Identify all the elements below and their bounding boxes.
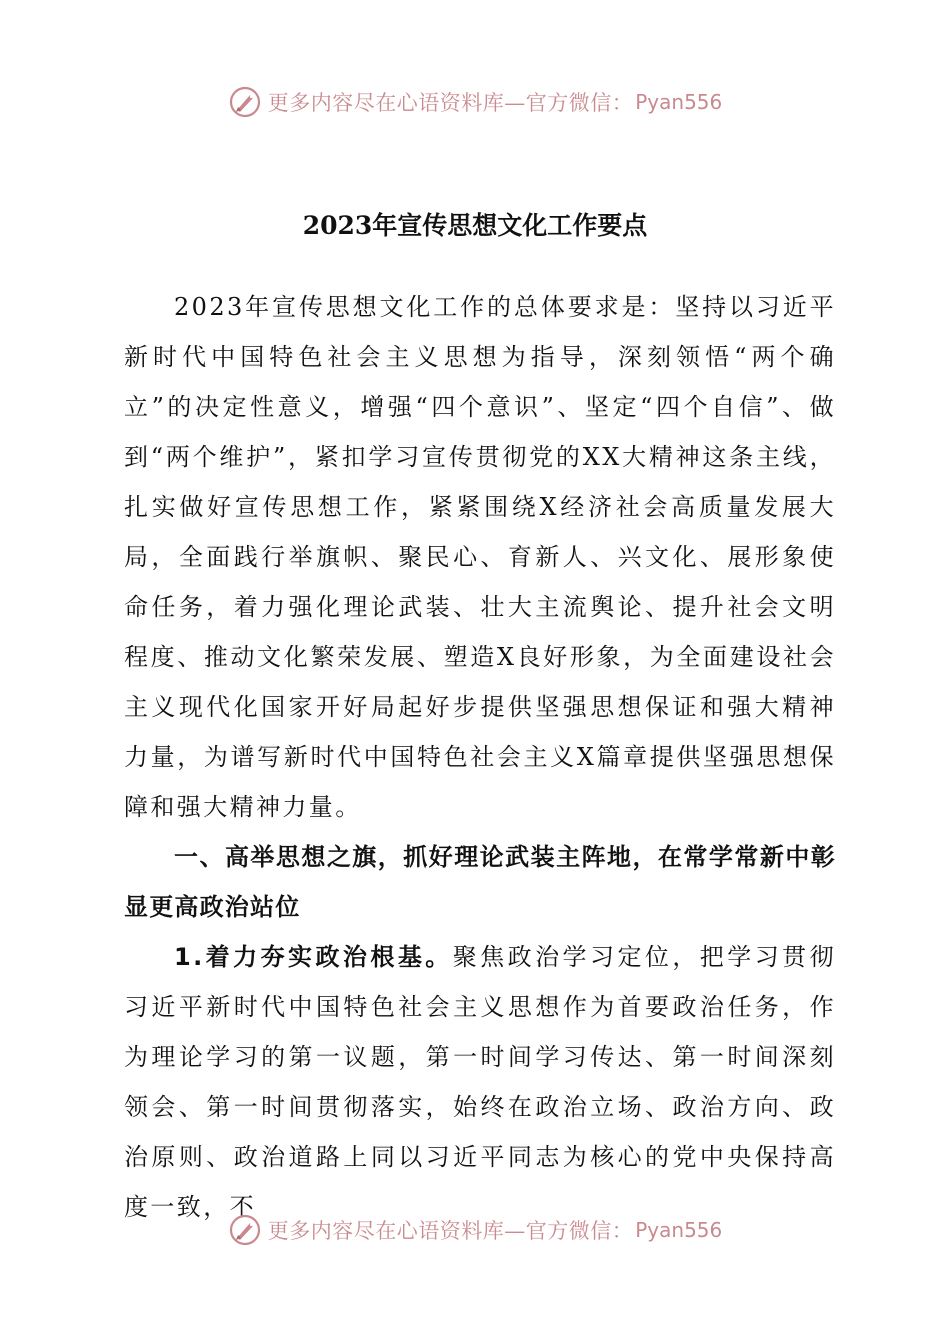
item-1-body: 聚焦政治学习定位，把学习贯彻习近平新时代中国特色社会主义思想作为首要政治任务，作为理论学习的第一议题，第一时间学习传达、第一时间深刻领会、第一时间贯彻落实，始终在政治立场、政治方向、政治原则、政治道路上同以习近平同志为核心的党中央保持高度一致，不 bbox=[124, 943, 836, 1221]
section-1-heading: 一、高举思想之旗，抓好理论武装主阵地，在常学常新中彰显更高政治站位 bbox=[124, 843, 836, 921]
pen-nib-circle-icon bbox=[228, 85, 262, 119]
document-body bbox=[124, 282, 836, 1232]
document-title: 2023年宣传思想文化工作要点 bbox=[302, 211, 648, 240]
watermark-wechat-id: Pyan556 bbox=[635, 1218, 723, 1242]
watermark-banner-top bbox=[0, 82, 950, 122]
pen-nib-circle-icon bbox=[228, 1213, 262, 1247]
item-1-lead: 1.着力夯实政治根基。 bbox=[174, 943, 453, 971]
item-1-paragraph bbox=[124, 932, 836, 1232]
watermark-banner-bottom bbox=[0, 1210, 950, 1250]
watermark-text: 更多内容尽在心语资料库—官方微信： bbox=[267, 1219, 634, 1243]
intro-paragraph: 2023年宣传思想文化工作的总体要求是：坚持以习近平新时代中国特色社会主义思想为指导，深刻领悟“两个确立”的决定性意义，增强“四个意识”、坚定“四个自信”、做到“两个维护”，紧扣学习宣传贯彻党的XX大精神这条主线，扎实做好宣传思想工作，紧紧围绕X经济社会高质量发展大局，全面践行举旗帜、聚民心、育新人、兴文化、展形象使命任务，着力强化理论武装、壮大主流舆论、提升社会文明程度、推动文化繁荣发展、塑造X良好形象，为全面建设社会主义现代化国家开好局起好步提供坚强思想保证和强大精神力量，为谱写新时代中国特色社会主义X篇章提供坚强思想保障和强大精神力量。 bbox=[124, 293, 836, 821]
watermark-wechat-id: Pyan556 bbox=[635, 90, 723, 114]
watermark-text: 更多内容尽在心语资料库—官方微信： bbox=[267, 91, 634, 115]
